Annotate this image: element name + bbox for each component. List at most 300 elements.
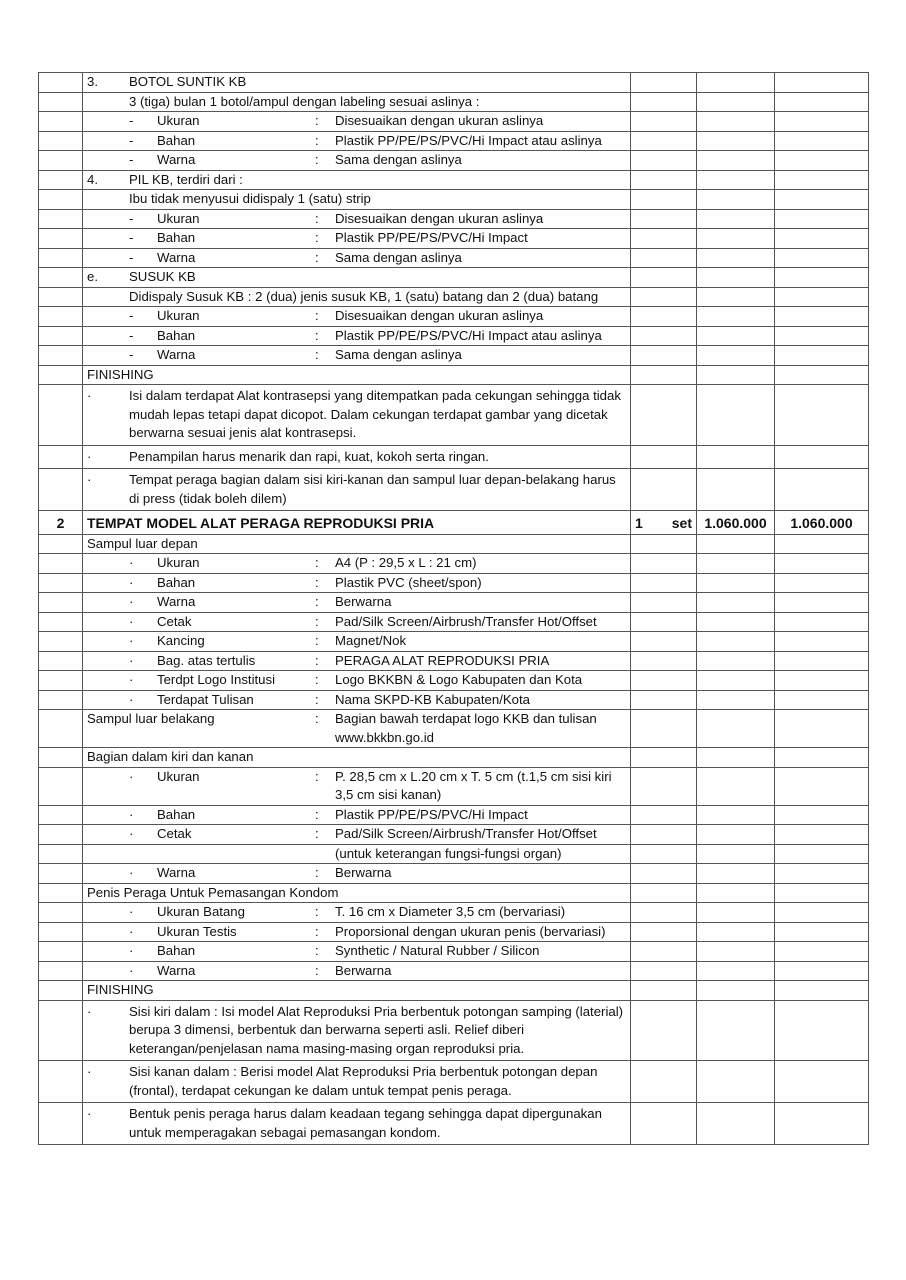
number-cell	[39, 346, 83, 366]
description-content	[87, 864, 626, 883]
number-cell	[39, 151, 83, 171]
unit-price-cell	[697, 112, 775, 132]
quantity-cell	[631, 981, 697, 1001]
indent-spacer	[87, 307, 129, 326]
spec-label: Ukuran	[157, 210, 200, 226]
indent-spacer	[87, 574, 129, 593]
item-marker: ·	[129, 691, 134, 707]
quantity-unit: set	[671, 515, 692, 531]
spec-value: P. 28,5 cm x L.20 cm x T. 5 cm (t.1,5 cm sisi kiri 3,5 cm sisi kanan)	[335, 768, 612, 802]
item-marker: ·	[129, 574, 134, 590]
spec-label: Ukuran	[157, 768, 200, 784]
number-cell	[39, 307, 83, 327]
description-content	[87, 748, 626, 767]
total-price-cell	[775, 92, 869, 112]
table-row	[39, 287, 869, 307]
document-page	[38, 72, 868, 1145]
table-row	[39, 190, 869, 210]
table-row	[39, 326, 869, 346]
quantity-cell	[631, 534, 697, 554]
total-price-cell	[775, 942, 869, 962]
total-price-cell	[775, 573, 869, 593]
description-content	[87, 710, 626, 747]
total-price-cell	[775, 170, 869, 190]
indent-spacer	[87, 613, 129, 632]
quantity-cell	[631, 671, 697, 691]
total-price-cell	[775, 903, 869, 923]
unit-price-cell	[697, 805, 775, 825]
spec-colon: :	[315, 672, 319, 687]
description-content	[87, 171, 626, 190]
unit-price-cell	[697, 710, 775, 748]
table-row	[39, 1061, 869, 1103]
spec-value: PERAGA ALAT REPRODUKSI PRIA	[335, 652, 550, 668]
table-row	[39, 365, 869, 385]
spec-colon: :	[315, 210, 319, 226]
unit-price-cell	[697, 690, 775, 710]
number-cell	[39, 942, 83, 962]
description-cell	[83, 825, 631, 845]
unit-price-cell	[697, 92, 775, 112]
indent-spacer	[87, 691, 129, 710]
bullet-marker: ·	[87, 388, 92, 403]
table-row	[39, 825, 869, 845]
specification-table	[38, 72, 869, 1145]
bullet-text: Penampilan harus menarik dan rapi, kuat, kokoh serta ringan.	[129, 448, 489, 464]
item-marker: -	[129, 308, 134, 323]
number-cell	[39, 805, 83, 825]
spec-colon: :	[315, 826, 319, 841]
item-marker: ·	[129, 672, 134, 687]
number-cell	[39, 287, 83, 307]
spec-value: Pad/Silk Screen/Airbrush/Transfer Hot/Offset	[335, 826, 597, 841]
indent-spacer	[87, 806, 129, 825]
number-cell	[39, 209, 83, 229]
spec-value: A4 (P : 29,5 x L : 21 cm)	[335, 555, 477, 570]
unit-price-cell	[697, 981, 775, 1001]
spec-colon: :	[315, 230, 319, 245]
quantity-cell	[631, 1061, 697, 1103]
description-cell	[83, 748, 631, 768]
description-content	[87, 1003, 626, 1059]
description-content	[87, 151, 626, 170]
spec-value: Plastik PVC (sheet/spon)	[335, 574, 482, 590]
table-row	[39, 346, 869, 366]
spec-label: Warna	[157, 594, 196, 609]
indent-spacer	[87, 903, 129, 922]
description-content	[87, 327, 626, 346]
list-marker: 3.	[87, 74, 98, 89]
spec-label: Warna	[157, 865, 196, 880]
description-cell	[83, 961, 631, 981]
number-cell	[39, 767, 83, 805]
table-row	[39, 767, 869, 805]
description-cell	[83, 942, 631, 962]
unit-price-cell	[697, 1061, 775, 1103]
spec-value: Synthetic / Natural Rubber / Silicon	[335, 943, 540, 958]
total-price-cell	[775, 710, 869, 748]
spec-colon: :	[315, 574, 319, 590]
description-content	[87, 471, 626, 508]
indent-spacer	[87, 327, 129, 346]
spec-colon: :	[315, 711, 319, 726]
item-marker: ·	[129, 865, 134, 880]
description-cell	[83, 710, 631, 748]
unit-price-cell	[697, 844, 775, 864]
unit-price-cell	[697, 131, 775, 151]
table-row	[39, 73, 869, 93]
total-price-cell	[775, 554, 869, 574]
total-price-cell	[775, 671, 869, 691]
quantity-cell	[631, 573, 697, 593]
total-price-cell	[775, 961, 869, 981]
number-cell	[39, 612, 83, 632]
table-row	[39, 229, 869, 249]
description-content	[87, 981, 626, 1000]
indent-spacer	[87, 93, 129, 112]
total-price-cell	[775, 73, 869, 93]
number-cell	[39, 573, 83, 593]
spec-colon: :	[315, 691, 319, 707]
number-cell	[39, 883, 83, 903]
total-price: 1.060.000	[775, 511, 869, 535]
description-content	[87, 942, 626, 961]
table-row	[39, 710, 869, 748]
indent-spacer	[87, 845, 129, 864]
table-row	[39, 903, 869, 923]
total-price-cell	[775, 767, 869, 805]
number-cell	[39, 748, 83, 768]
list-marker: e.	[87, 269, 98, 284]
description-content	[87, 923, 626, 942]
quantity-cell	[631, 469, 697, 511]
spec-label: Bahan	[157, 132, 196, 148]
unit-price-cell	[697, 767, 775, 805]
item-marker: ·	[129, 594, 134, 609]
total-price-cell	[775, 268, 869, 288]
spec-label: Ukuran	[157, 308, 200, 323]
section-heading: Bagian dalam kiri dan kanan	[87, 749, 254, 764]
number-cell	[39, 92, 83, 112]
spec-value: Logo BKKBN & Logo Kabupaten dan Kota	[335, 672, 583, 687]
spec-label: Warna	[157, 249, 196, 265]
spec-value: Berwarna	[335, 594, 392, 609]
description-content	[87, 249, 626, 268]
spec-value: Sama dengan aslinya	[335, 347, 462, 362]
table-row	[39, 307, 869, 327]
spec-value: Plastik PP/PE/PS/PVC/Hi Impact atau aslinya	[335, 132, 602, 148]
spec-label: Bahan	[157, 806, 196, 822]
table-row	[39, 864, 869, 884]
quantity-cell	[631, 844, 697, 864]
total-price-cell	[775, 1000, 869, 1061]
spec-label: Terdpt Logo Institusi	[157, 672, 276, 687]
description-cell	[83, 844, 631, 864]
unit-price-cell	[697, 346, 775, 366]
number-cell	[39, 690, 83, 710]
description-cell	[83, 767, 631, 805]
description-cell	[83, 112, 631, 132]
description-content	[87, 903, 626, 922]
description-content	[87, 574, 626, 593]
number-cell	[39, 73, 83, 93]
description-content	[87, 845, 626, 864]
spec-label: Bag. atas tertulis	[157, 652, 256, 668]
unit-price-cell	[697, 287, 775, 307]
quantity-cell	[631, 92, 697, 112]
spec-colon: :	[315, 633, 319, 648]
spec-colon: :	[315, 962, 319, 978]
description-cell	[83, 346, 631, 366]
table-row	[39, 1000, 869, 1061]
bullet-text: Isi dalam terdapat Alat kontrasepsi yang ditempatkan pada cekungan sehingga tidak mudah lepas tetapi dapat dicopot. Dalam cekungan terdapat gambar yang dicetak berwarna sesuai jenis alat kontrasepsi.	[129, 388, 621, 440]
spec-colon: :	[315, 652, 319, 668]
total-price-cell	[775, 365, 869, 385]
total-price-cell	[775, 844, 869, 864]
spec-label	[157, 845, 315, 864]
description-content	[87, 691, 626, 710]
table-row	[39, 445, 869, 469]
quantity-cell	[631, 365, 697, 385]
bullet-text: Sisi kanan dalam : Berisi model Alat Reproduksi Pria berbentuk potongan depan (frontal), terdapat cekungan ke dalam untuk tempat penis peraga.	[129, 1064, 598, 1098]
item-marker: -	[129, 249, 134, 265]
table-row	[39, 651, 869, 671]
description-content	[87, 190, 626, 209]
table-row	[39, 883, 869, 903]
spec-value: Plastik PP/PE/PS/PVC/Hi Impact	[335, 230, 528, 245]
bullet-text: Sisi kiri dalam : Isi model Alat Reproduksi Pria berbentuk potongan samping (laterial) berupa 3 dimensi, berbentuk dan berwarna seperti asli. Relief diberi keterangan/penjelasan nama masing-masing organ reproduksi pria.	[129, 1003, 624, 1056]
table-row	[39, 248, 869, 268]
item-header-row	[39, 511, 869, 535]
table-body-item2	[39, 534, 869, 1145]
table-body-item1	[39, 73, 869, 511]
number-cell	[39, 1000, 83, 1061]
item-marker: -	[129, 113, 134, 128]
quantity-cell	[631, 632, 697, 652]
number-cell	[39, 903, 83, 923]
description-content	[87, 288, 626, 307]
table-row	[39, 170, 869, 190]
number-cell	[39, 534, 83, 554]
quantity-cell	[631, 112, 697, 132]
total-price-cell	[775, 534, 869, 554]
description-cell	[83, 209, 631, 229]
description-content	[87, 768, 626, 805]
description-content	[87, 387, 626, 443]
total-price-cell	[775, 593, 869, 613]
unit-price-cell	[697, 883, 775, 903]
quantity-value: 1	[635, 515, 643, 531]
description-content	[87, 806, 626, 825]
total-price-cell	[775, 287, 869, 307]
table-row	[39, 942, 869, 962]
quantity-cell	[631, 767, 697, 805]
item-marker: -	[129, 347, 134, 362]
description-content	[87, 1105, 626, 1142]
bullet-marker: ·	[87, 448, 92, 464]
quantity-cell	[631, 170, 697, 190]
indent-spacer	[87, 151, 129, 170]
description-content	[87, 1063, 626, 1100]
table-row	[39, 209, 869, 229]
spec-value: Nama SKPD-KB Kabupaten/Kota	[335, 691, 530, 707]
description-cell	[83, 1103, 631, 1145]
description-cell	[83, 151, 631, 171]
spec-label: Warna	[157, 962, 196, 978]
item-marker: -	[129, 152, 134, 167]
list-heading: BOTOL SUNTIK KB	[129, 74, 247, 89]
spec-colon: :	[315, 347, 319, 362]
table-row	[39, 554, 869, 574]
spec-label: Cetak	[157, 826, 192, 841]
quantity-cell	[631, 131, 697, 151]
total-price-cell	[775, 922, 869, 942]
indent-spacer	[87, 132, 129, 151]
number-cell	[39, 961, 83, 981]
item-quantity	[631, 511, 697, 535]
spec-colon: :	[315, 132, 319, 148]
unit-price-cell	[697, 903, 775, 923]
unit-price-cell	[697, 307, 775, 327]
spec-colon: :	[315, 923, 319, 939]
table-row	[39, 612, 869, 632]
description-cell	[83, 573, 631, 593]
indent-spacer	[87, 768, 129, 805]
table-row	[39, 92, 869, 112]
indent-spacer	[87, 671, 129, 690]
table-row	[39, 748, 869, 768]
quantity-cell	[631, 554, 697, 574]
total-price-cell	[775, 326, 869, 346]
quantity-cell	[631, 690, 697, 710]
unit-price-cell	[697, 922, 775, 942]
list-heading: SUSUK KB	[129, 269, 196, 284]
spec-value: T. 16 cm x Diameter 3,5 cm (bervariasi)	[335, 904, 566, 919]
unit-price-cell	[697, 1103, 775, 1145]
total-price-cell	[775, 131, 869, 151]
spec-value: Disesuaikan dengan ukuran aslinya	[335, 113, 544, 128]
quantity-cell	[631, 346, 697, 366]
table-row	[39, 805, 869, 825]
unit-price-cell	[697, 942, 775, 962]
spec-colon: :	[315, 806, 319, 822]
quantity-cell	[631, 248, 697, 268]
description-content	[87, 268, 626, 287]
description-cell	[83, 307, 631, 327]
quantity-cell	[631, 1000, 697, 1061]
description-text: Ibu tidak menyusui didispaly 1 (satu) strip	[129, 191, 371, 206]
item-marker: -	[129, 210, 134, 226]
spec-colon: :	[315, 113, 319, 128]
quantity-cell	[631, 209, 697, 229]
unit-price-cell	[697, 248, 775, 268]
description-cell	[83, 248, 631, 268]
table-row	[39, 671, 869, 691]
item-marker: ·	[129, 652, 134, 668]
description-content	[87, 229, 626, 248]
table-row	[39, 573, 869, 593]
total-price-cell	[775, 209, 869, 229]
number-cell	[39, 131, 83, 151]
list-heading: PIL KB, terdiri dari :	[129, 171, 243, 187]
quantity-cell	[631, 229, 697, 249]
number-cell	[39, 1103, 83, 1145]
spec-colon: :	[315, 327, 319, 343]
unit-price-cell	[697, 534, 775, 554]
quantity-cell	[631, 73, 697, 93]
number-cell	[39, 385, 83, 446]
description-content	[87, 884, 626, 903]
total-price-cell	[775, 1103, 869, 1145]
description-text: Didispaly Susuk KB : 2 (dua) jenis susuk KB, 1 (satu) batang dan 2 (dua) batang	[129, 288, 599, 304]
spec-value: Plastik PP/PE/PS/PVC/Hi Impact	[335, 806, 528, 822]
quantity-cell	[631, 151, 697, 171]
spec-colon: :	[315, 152, 319, 167]
spec-colon: :	[315, 904, 319, 919]
spec-colon: :	[315, 768, 319, 784]
number-cell	[39, 170, 83, 190]
total-price-cell	[775, 612, 869, 632]
total-price-cell	[775, 690, 869, 710]
total-price-cell	[775, 805, 869, 825]
spec-label: Ukuran Testis	[157, 923, 237, 939]
number-cell	[39, 112, 83, 132]
unit-price-cell	[697, 593, 775, 613]
number-cell	[39, 825, 83, 845]
quantity-cell	[631, 961, 697, 981]
description-cell	[83, 690, 631, 710]
description-cell	[83, 922, 631, 942]
spec-label: Bahan	[157, 230, 196, 245]
quantity-cell	[631, 942, 697, 962]
number-cell	[39, 445, 83, 469]
total-price-cell	[775, 981, 869, 1001]
description-content	[87, 671, 626, 690]
indent-spacer	[87, 210, 129, 229]
number-cell	[39, 248, 83, 268]
quantity-cell	[631, 748, 697, 768]
number-cell	[39, 365, 83, 385]
number-cell	[39, 554, 83, 574]
table-row	[39, 961, 869, 981]
unit-price-cell	[697, 612, 775, 632]
description-text: 3 (tiga) bulan 1 botol/ampul dengan labeling sesuai aslinya :	[129, 93, 480, 109]
number-cell	[39, 651, 83, 671]
quantity-cell	[631, 903, 697, 923]
description-cell	[83, 268, 631, 288]
description-cell	[83, 287, 631, 307]
item-number: 2	[39, 511, 83, 535]
total-price-cell	[775, 385, 869, 446]
indent-spacer	[87, 249, 129, 268]
quantity-cell	[631, 922, 697, 942]
description-content	[87, 132, 626, 151]
quantity-cell	[631, 287, 697, 307]
unit-price-cell	[697, 170, 775, 190]
total-price-cell	[775, 307, 869, 327]
unit-price-cell	[697, 73, 775, 93]
unit-price-cell	[697, 864, 775, 884]
unit-price-cell	[697, 385, 775, 446]
unit-price-cell	[697, 573, 775, 593]
table-row	[39, 632, 869, 652]
number-cell	[39, 593, 83, 613]
total-price-cell	[775, 748, 869, 768]
total-price-cell	[775, 651, 869, 671]
total-price-cell	[775, 229, 869, 249]
number-cell	[39, 326, 83, 346]
description-cell	[83, 593, 631, 613]
